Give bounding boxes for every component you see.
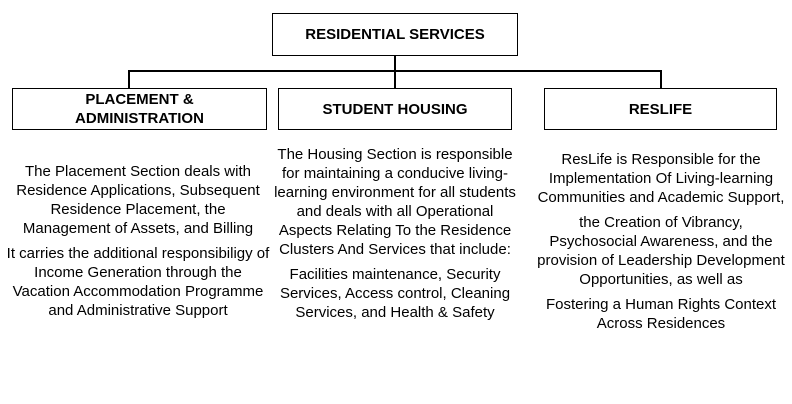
reslife-box [544, 88, 777, 130]
reslife-paragraph-3: Fostering a Human Rights Context Across Residences [545, 296, 777, 332]
connector-drop-placement [128, 70, 130, 88]
root-node-box [272, 13, 518, 56]
placement-description [6, 162, 270, 326]
student-housing-box [278, 88, 512, 130]
connector-drop-reslife [660, 70, 662, 88]
housing-paragraph-2: Facilities maintenance, Security Services, Access control, Cleaning Services, and Health & Safety [279, 266, 511, 321]
connector-drop-housing [394, 70, 396, 88]
housing-description [272, 145, 518, 328]
reslife-paragraph-2: the Creation of Vibrancy, Psychosocial Awareness, and the provision of Leadership Development Opportunities, as well as [537, 214, 785, 288]
root-node-label: RESIDENTIAL SERVICES [305, 26, 485, 43]
placement-paragraph-2: It carries the additional responsibiligy of Income Generation through the Vacation Accommodation Programme and Administrative Support [6, 245, 270, 319]
reslife-paragraph-1: ResLife is Responsible for the Implementation Of Living-learning Communities and Academic Support, [537, 151, 785, 206]
placement-administration-box [12, 88, 267, 130]
housing-paragraph-1: The Housing Section is responsible for maintaining a conducive living-learning environment for all students and deals with all Operational Aspects Relating To the Residence Clusters And Services that include: [274, 146, 516, 258]
student-housing-label: STUDENT HOUSING [322, 100, 468, 118]
reslife-label: RESLIFE [628, 100, 693, 118]
placement-administration-label: PLACEMENT & ADMINISTRATION [75, 91, 204, 127]
reslife-description [534, 150, 788, 339]
placement-paragraph-1: The Placement Section deals with Residence Applications, Subsequent Residence Placement, the Management of Assets, and Billing [16, 163, 260, 237]
